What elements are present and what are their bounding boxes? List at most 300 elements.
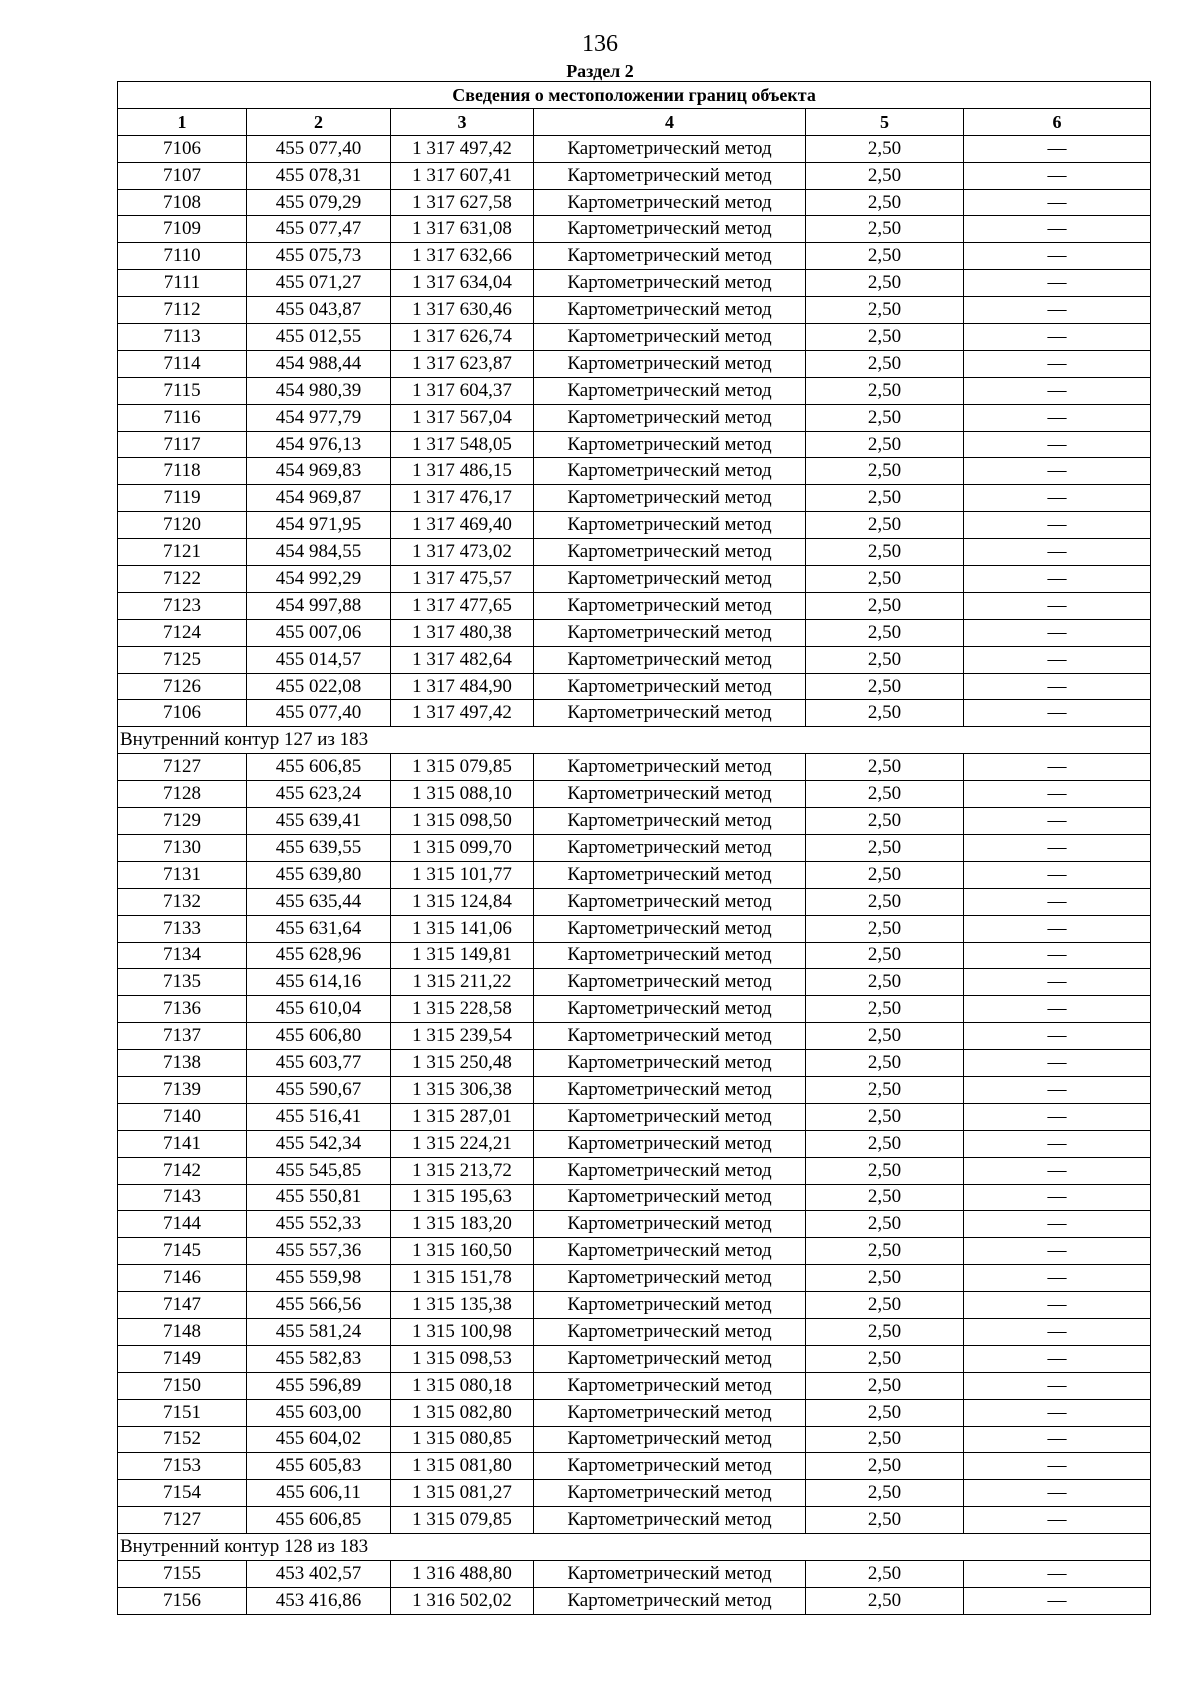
table-row [118, 135, 1151, 162]
x-coordinate-cell: 455 079,29 [247, 189, 391, 216]
column-number: 1 [118, 108, 247, 135]
y-coordinate-cell: 1 317 497,42 [391, 135, 534, 162]
x-coordinate-cell: 455 590,67 [247, 1076, 391, 1103]
point-number-cell: 7113 [118, 324, 247, 351]
point-number-cell: 7142 [118, 1157, 247, 1184]
method-cell: Картометрический метод [534, 350, 806, 377]
accuracy-cell: 2,50 [806, 888, 964, 915]
method-cell: Картометрический метод [534, 1238, 806, 1265]
method-cell: Картометрический метод [534, 162, 806, 189]
description-cell: — [964, 1453, 1151, 1480]
y-coordinate-cell: 1 317 607,41 [391, 162, 534, 189]
accuracy-cell: 2,50 [806, 1399, 964, 1426]
method-cell: Картометрический метод [534, 377, 806, 404]
accuracy-cell: 2,50 [806, 324, 964, 351]
y-coordinate-cell: 1 315 088,10 [391, 781, 534, 808]
y-coordinate-cell: 1 317 469,40 [391, 512, 534, 539]
table-row [118, 1318, 1151, 1345]
point-number-cell: 7121 [118, 539, 247, 566]
accuracy-cell: 2,50 [806, 942, 964, 969]
accuracy-cell: 2,50 [806, 270, 964, 297]
x-coordinate-cell: 454 976,13 [247, 431, 391, 458]
y-coordinate-cell: 1 315 224,21 [391, 1130, 534, 1157]
y-coordinate-cell: 1 315 141,06 [391, 915, 534, 942]
point-number-cell: 7135 [118, 969, 247, 996]
accuracy-cell: 2,50 [806, 1426, 964, 1453]
point-number-cell: 7117 [118, 431, 247, 458]
y-coordinate-cell: 1 315 306,38 [391, 1076, 534, 1103]
x-coordinate-cell: 455 012,55 [247, 324, 391, 351]
accuracy-cell: 2,50 [806, 1292, 964, 1319]
x-coordinate-cell: 455 631,64 [247, 915, 391, 942]
point-number-cell: 7155 [118, 1560, 247, 1587]
point-number-cell: 7138 [118, 1050, 247, 1077]
column-number: 6 [964, 108, 1151, 135]
method-cell: Картометрический метод [534, 754, 806, 781]
y-coordinate-cell: 1 317 623,87 [391, 350, 534, 377]
column-number: 3 [391, 108, 534, 135]
method-cell: Картометрический метод [534, 915, 806, 942]
accuracy-cell: 2,50 [806, 969, 964, 996]
table-row [118, 1130, 1151, 1157]
table-row [118, 888, 1151, 915]
description-cell: — [964, 700, 1151, 727]
point-number-cell: 7137 [118, 1023, 247, 1050]
column-number: 2 [247, 108, 391, 135]
point-number-cell: 7126 [118, 673, 247, 700]
description-cell: — [964, 1480, 1151, 1507]
column-number-row [118, 108, 1151, 135]
accuracy-cell: 2,50 [806, 377, 964, 404]
contour-header-row [118, 1534, 1151, 1561]
accuracy-cell: 2,50 [806, 808, 964, 835]
y-coordinate-cell: 1 317 632,66 [391, 243, 534, 270]
method-cell: Картометрический метод [534, 1399, 806, 1426]
table-row [118, 700, 1151, 727]
description-cell: — [964, 888, 1151, 915]
x-coordinate-cell: 455 552,33 [247, 1211, 391, 1238]
table-row [118, 377, 1151, 404]
method-cell: Картометрический метод [534, 458, 806, 485]
description-cell: — [964, 1076, 1151, 1103]
description-cell: — [964, 754, 1151, 781]
y-coordinate-cell: 1 317 480,38 [391, 619, 534, 646]
description-cell: — [964, 781, 1151, 808]
table-row [118, 1345, 1151, 1372]
description-cell: — [964, 1560, 1151, 1587]
accuracy-cell: 2,50 [806, 861, 964, 888]
x-coordinate-cell: 454 977,79 [247, 404, 391, 431]
method-cell: Картометрический метод [534, 888, 806, 915]
description-cell: — [964, 1345, 1151, 1372]
x-coordinate-cell: 455 077,40 [247, 700, 391, 727]
description-cell: — [964, 1050, 1151, 1077]
method-cell: Картометрический метод [534, 566, 806, 593]
description-cell: — [964, 1211, 1151, 1238]
table-caption-row [118, 82, 1151, 109]
point-number-cell: 7132 [118, 888, 247, 915]
x-coordinate-cell: 455 077,40 [247, 135, 391, 162]
point-number-cell: 7129 [118, 808, 247, 835]
contour-header-row [118, 727, 1151, 754]
y-coordinate-cell: 1 315 160,50 [391, 1238, 534, 1265]
accuracy-cell: 2,50 [806, 673, 964, 700]
description-cell: — [964, 512, 1151, 539]
x-coordinate-cell: 454 988,44 [247, 350, 391, 377]
accuracy-cell: 2,50 [806, 1184, 964, 1211]
accuracy-cell: 2,50 [806, 1318, 964, 1345]
x-coordinate-cell: 455 071,27 [247, 270, 391, 297]
y-coordinate-cell: 1 316 488,80 [391, 1560, 534, 1587]
description-cell: — [964, 1507, 1151, 1534]
point-number-cell: 7151 [118, 1399, 247, 1426]
table-caption: Сведения о местоположении границ объекта [118, 82, 1151, 109]
method-cell: Картометрический метод [534, 1453, 806, 1480]
y-coordinate-cell: 1 317 473,02 [391, 539, 534, 566]
x-coordinate-cell: 455 614,16 [247, 969, 391, 996]
x-coordinate-cell: 455 014,57 [247, 646, 391, 673]
accuracy-cell: 2,50 [806, 1050, 964, 1077]
accuracy-cell: 2,50 [806, 996, 964, 1023]
y-coordinate-cell: 1 315 239,54 [391, 1023, 534, 1050]
point-number-cell: 7118 [118, 458, 247, 485]
y-coordinate-cell: 1 315 213,72 [391, 1157, 534, 1184]
description-cell: — [964, 404, 1151, 431]
point-number-cell: 7128 [118, 781, 247, 808]
point-number-cell: 7156 [118, 1587, 247, 1614]
description-cell: — [964, 1426, 1151, 1453]
method-cell: Картометрический метод [534, 996, 806, 1023]
x-coordinate-cell: 455 542,34 [247, 1130, 391, 1157]
table-row [118, 216, 1151, 243]
table-row [118, 1265, 1151, 1292]
method-cell: Картометрический метод [534, 1050, 806, 1077]
accuracy-cell: 2,50 [806, 754, 964, 781]
x-coordinate-cell: 455 603,77 [247, 1050, 391, 1077]
description-cell: — [964, 1130, 1151, 1157]
table-row [118, 189, 1151, 216]
point-number-cell: 7108 [118, 189, 247, 216]
point-number-cell: 7110 [118, 243, 247, 270]
boundary-coordinates-table [117, 81, 1151, 1615]
description-cell: — [964, 377, 1151, 404]
table-row [118, 566, 1151, 593]
y-coordinate-cell: 1 317 548,05 [391, 431, 534, 458]
y-coordinate-cell: 1 317 626,74 [391, 324, 534, 351]
table-row [118, 270, 1151, 297]
y-coordinate-cell: 1 315 079,85 [391, 754, 534, 781]
y-coordinate-cell: 1 316 502,02 [391, 1587, 534, 1614]
description-cell: — [964, 162, 1151, 189]
table-row [118, 861, 1151, 888]
point-number-cell: 7140 [118, 1103, 247, 1130]
table-row [118, 1507, 1151, 1534]
point-number-cell: 7112 [118, 297, 247, 324]
x-coordinate-cell: 455 639,55 [247, 834, 391, 861]
method-cell: Картометрический метод [534, 216, 806, 243]
point-number-cell: 7146 [118, 1265, 247, 1292]
method-cell: Картометрический метод [534, 297, 806, 324]
table-row [118, 1292, 1151, 1319]
description-cell: — [964, 270, 1151, 297]
table-row [118, 808, 1151, 835]
x-coordinate-cell: 455 566,56 [247, 1292, 391, 1319]
method-cell: Картометрический метод [534, 539, 806, 566]
method-cell: Картометрический метод [534, 1265, 806, 1292]
description-cell: — [964, 566, 1151, 593]
point-number-cell: 7114 [118, 350, 247, 377]
table-row [118, 243, 1151, 270]
description-cell: — [964, 243, 1151, 270]
y-coordinate-cell: 1 315 079,85 [391, 1507, 534, 1534]
description-cell: — [964, 539, 1151, 566]
point-number-cell: 7152 [118, 1426, 247, 1453]
table-row [118, 539, 1151, 566]
x-coordinate-cell: 455 596,89 [247, 1372, 391, 1399]
method-cell: Картометрический метод [534, 1292, 806, 1319]
table-row [118, 1211, 1151, 1238]
y-coordinate-cell: 1 315 195,63 [391, 1184, 534, 1211]
point-number-cell: 7149 [118, 1345, 247, 1372]
table-row [118, 942, 1151, 969]
method-cell: Картометрический метод [534, 243, 806, 270]
accuracy-cell: 2,50 [806, 619, 964, 646]
accuracy-cell: 2,50 [806, 1157, 964, 1184]
point-number-cell: 7122 [118, 566, 247, 593]
method-cell: Картометрический метод [534, 1507, 806, 1534]
point-number-cell: 7111 [118, 270, 247, 297]
point-number-cell: 7133 [118, 915, 247, 942]
accuracy-cell: 2,50 [806, 1103, 964, 1130]
method-cell: Картометрический метод [534, 1587, 806, 1614]
table-row [118, 1157, 1151, 1184]
accuracy-cell: 2,50 [806, 1372, 964, 1399]
y-coordinate-cell: 1 315 098,50 [391, 808, 534, 835]
point-number-cell: 7115 [118, 377, 247, 404]
method-cell: Картометрический метод [534, 189, 806, 216]
table-row [118, 781, 1151, 808]
x-coordinate-cell: 455 557,36 [247, 1238, 391, 1265]
x-coordinate-cell: 455 639,41 [247, 808, 391, 835]
table-row [118, 969, 1151, 996]
x-coordinate-cell: 455 623,24 [247, 781, 391, 808]
table-row [118, 673, 1151, 700]
x-coordinate-cell: 455 516,41 [247, 1103, 391, 1130]
description-cell: — [964, 834, 1151, 861]
x-coordinate-cell: 454 984,55 [247, 539, 391, 566]
description-cell: — [964, 431, 1151, 458]
y-coordinate-cell: 1 315 081,80 [391, 1453, 534, 1480]
method-cell: Картометрический метод [534, 700, 806, 727]
description-cell: — [964, 915, 1151, 942]
point-number-cell: 7125 [118, 646, 247, 673]
method-cell: Картометрический метод [534, 404, 806, 431]
x-coordinate-cell: 455 603,00 [247, 1399, 391, 1426]
method-cell: Картометрический метод [534, 1103, 806, 1130]
description-cell: — [964, 1184, 1151, 1211]
accuracy-cell: 2,50 [806, 216, 964, 243]
description-cell: — [964, 1372, 1151, 1399]
description-cell: — [964, 1399, 1151, 1426]
x-coordinate-cell: 454 992,29 [247, 566, 391, 593]
description-cell: — [964, 216, 1151, 243]
table-row [118, 1238, 1151, 1265]
method-cell: Картометрический метод [534, 619, 806, 646]
x-coordinate-cell: 454 980,39 [247, 377, 391, 404]
accuracy-cell: 2,50 [806, 485, 964, 512]
description-cell: — [964, 1587, 1151, 1614]
contour-label: Внутренний контур 128 из 183 [118, 1534, 1151, 1561]
x-coordinate-cell: 455 545,85 [247, 1157, 391, 1184]
description-cell: — [964, 646, 1151, 673]
description-cell: — [964, 1318, 1151, 1345]
table-row [118, 485, 1151, 512]
point-number-cell: 7130 [118, 834, 247, 861]
accuracy-cell: 2,50 [806, 1453, 964, 1480]
table-row [118, 1399, 1151, 1426]
accuracy-cell: 2,50 [806, 135, 964, 162]
method-cell: Картометрический метод [534, 646, 806, 673]
table-row [118, 1076, 1151, 1103]
accuracy-cell: 2,50 [806, 404, 964, 431]
y-coordinate-cell: 1 317 477,65 [391, 592, 534, 619]
point-number-cell: 7131 [118, 861, 247, 888]
x-coordinate-cell: 455 606,85 [247, 754, 391, 781]
accuracy-cell: 2,50 [806, 431, 964, 458]
y-coordinate-cell: 1 317 604,37 [391, 377, 534, 404]
accuracy-cell: 2,50 [806, 1076, 964, 1103]
table-row [118, 458, 1151, 485]
description-cell: — [964, 1023, 1151, 1050]
point-number-cell: 7141 [118, 1130, 247, 1157]
point-number-cell: 7154 [118, 1480, 247, 1507]
accuracy-cell: 2,50 [806, 512, 964, 539]
x-coordinate-cell: 455 606,11 [247, 1480, 391, 1507]
x-coordinate-cell: 455 639,80 [247, 861, 391, 888]
table-row [118, 754, 1151, 781]
y-coordinate-cell: 1 317 634,04 [391, 270, 534, 297]
method-cell: Картометрический метод [534, 270, 806, 297]
y-coordinate-cell: 1 317 475,57 [391, 566, 534, 593]
accuracy-cell: 2,50 [806, 915, 964, 942]
page-number: 136 [582, 31, 618, 57]
method-cell: Картометрический метод [534, 592, 806, 619]
x-coordinate-cell: 455 581,24 [247, 1318, 391, 1345]
y-coordinate-cell: 1 317 486,15 [391, 458, 534, 485]
accuracy-cell: 2,50 [806, 1211, 964, 1238]
method-cell: Картометрический метод [534, 1372, 806, 1399]
x-coordinate-cell: 454 997,88 [247, 592, 391, 619]
x-coordinate-cell: 455 078,31 [247, 162, 391, 189]
description-cell: — [964, 969, 1151, 996]
table-row [118, 162, 1151, 189]
y-coordinate-cell: 1 315 151,78 [391, 1265, 534, 1292]
description-cell: — [964, 592, 1151, 619]
x-coordinate-cell: 455 606,80 [247, 1023, 391, 1050]
table-row [118, 1184, 1151, 1211]
accuracy-cell: 2,50 [806, 1480, 964, 1507]
contour-label: Внутренний контур 127 из 183 [118, 727, 1151, 754]
table-row [118, 1453, 1151, 1480]
description-cell: — [964, 189, 1151, 216]
x-coordinate-cell: 453 416,86 [247, 1587, 391, 1614]
table-row [118, 404, 1151, 431]
x-coordinate-cell: 455 605,83 [247, 1453, 391, 1480]
method-cell: Картометрический метод [534, 512, 806, 539]
point-number-cell: 7120 [118, 512, 247, 539]
method-cell: Картометрический метод [534, 1076, 806, 1103]
accuracy-cell: 2,50 [806, 1023, 964, 1050]
table-row [118, 297, 1151, 324]
table-body [118, 135, 1151, 1614]
point-number-cell: 7127 [118, 754, 247, 781]
x-coordinate-cell: 455 077,47 [247, 216, 391, 243]
method-cell: Картометрический метод [534, 1130, 806, 1157]
description-cell: — [964, 942, 1151, 969]
table-row [118, 512, 1151, 539]
point-number-cell: 7123 [118, 592, 247, 619]
table-row [118, 1587, 1151, 1614]
point-number-cell: 7106 [118, 135, 247, 162]
point-number-cell: 7124 [118, 619, 247, 646]
y-coordinate-cell: 1 317 482,64 [391, 646, 534, 673]
description-cell: — [964, 297, 1151, 324]
x-coordinate-cell: 455 043,87 [247, 297, 391, 324]
y-coordinate-cell: 1 315 098,53 [391, 1345, 534, 1372]
y-coordinate-cell: 1 315 099,70 [391, 834, 534, 861]
accuracy-cell: 2,50 [806, 700, 964, 727]
accuracy-cell: 2,50 [806, 1587, 964, 1614]
accuracy-cell: 2,50 [806, 1507, 964, 1534]
description-cell: — [964, 324, 1151, 351]
point-number-cell: 7136 [118, 996, 247, 1023]
method-cell: Картометрический метод [534, 431, 806, 458]
description-cell: — [964, 1292, 1151, 1319]
point-number-cell: 7106 [118, 700, 247, 727]
accuracy-cell: 2,50 [806, 781, 964, 808]
x-coordinate-cell: 453 402,57 [247, 1560, 391, 1587]
table-row [118, 1103, 1151, 1130]
point-number-cell: 7109 [118, 216, 247, 243]
y-coordinate-cell: 1 315 149,81 [391, 942, 534, 969]
x-coordinate-cell: 455 604,02 [247, 1426, 391, 1453]
description-cell: — [964, 1238, 1151, 1265]
accuracy-cell: 2,50 [806, 1345, 964, 1372]
accuracy-cell: 2,50 [806, 1130, 964, 1157]
table-row [118, 1560, 1151, 1587]
accuracy-cell: 2,50 [806, 189, 964, 216]
y-coordinate-cell: 1 317 631,08 [391, 216, 534, 243]
method-cell: Картометрический метод [534, 1157, 806, 1184]
accuracy-cell: 2,50 [806, 162, 964, 189]
table-row [118, 350, 1151, 377]
point-number-cell: 7139 [118, 1076, 247, 1103]
y-coordinate-cell: 1 315 183,20 [391, 1211, 534, 1238]
x-coordinate-cell: 454 969,87 [247, 485, 391, 512]
accuracy-cell: 2,50 [806, 458, 964, 485]
y-coordinate-cell: 1 315 081,27 [391, 1480, 534, 1507]
method-cell: Картометрический метод [534, 1480, 806, 1507]
method-cell: Картометрический метод [534, 1560, 806, 1587]
y-coordinate-cell: 1 315 124,84 [391, 888, 534, 915]
x-coordinate-cell: 455 559,98 [247, 1265, 391, 1292]
table-row [118, 646, 1151, 673]
method-cell: Картометрический метод [534, 485, 806, 512]
y-coordinate-cell: 1 317 567,04 [391, 404, 534, 431]
description-cell: — [964, 1103, 1151, 1130]
y-coordinate-cell: 1 315 080,85 [391, 1426, 534, 1453]
x-coordinate-cell: 455 582,83 [247, 1345, 391, 1372]
